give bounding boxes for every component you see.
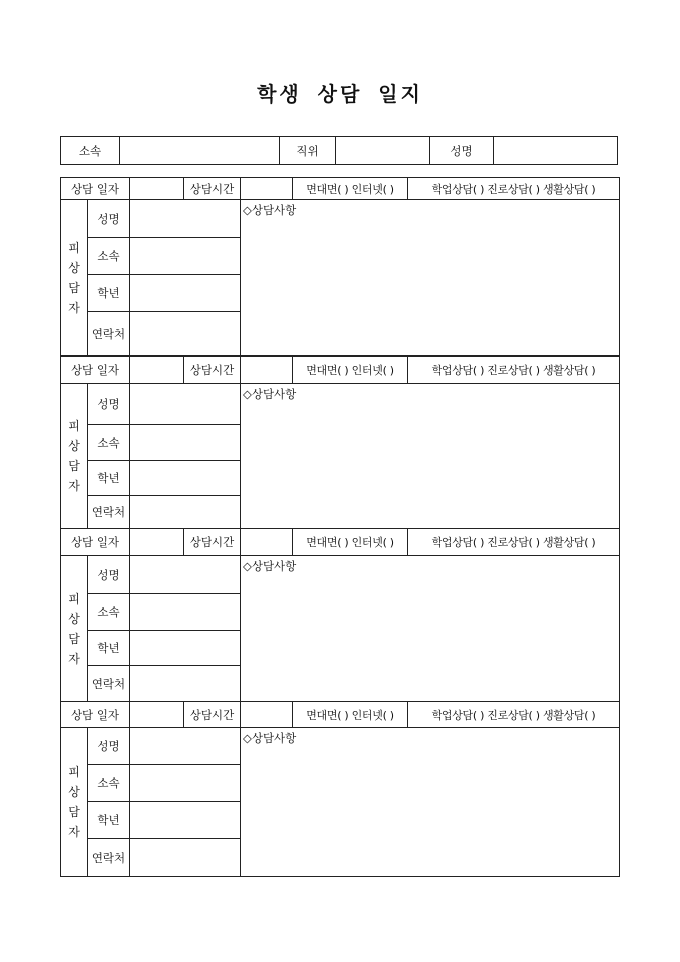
- counselee-char: 자: [68, 300, 80, 315]
- page-title: 학생 상담 일지: [257, 82, 423, 106]
- content-label: ◇상담사항: [243, 203, 297, 217]
- counselee-char: 담: [68, 459, 80, 473]
- name-field[interactable]: [494, 137, 618, 165]
- counselor-info-table: [60, 136, 618, 165]
- counselee-name-field[interactable]: [130, 556, 241, 594]
- counselee-grade-label: 학년: [88, 802, 130, 839]
- affiliation-label: 소속: [61, 137, 120, 165]
- counselee-char: 담: [68, 280, 80, 295]
- counselee-char: 피: [68, 591, 80, 606]
- counselee-contact-field[interactable]: [130, 496, 241, 529]
- date-field[interactable]: [130, 702, 184, 728]
- counselee-label: [61, 728, 88, 877]
- counselee-char: 상: [68, 611, 80, 626]
- content-area[interactable]: [241, 200, 620, 356]
- counselee-affiliation-label: 소속: [88, 765, 130, 802]
- time-field[interactable]: [241, 702, 293, 728]
- content-label: ◇상담사항: [243, 387, 297, 401]
- counselee-char: 상: [68, 785, 80, 799]
- time-label: 상담시간: [184, 357, 241, 384]
- method-options[interactable]: 면대면( ) 인터넷( ): [293, 702, 408, 728]
- counselee-grade-label: 학년: [88, 461, 130, 496]
- method-options[interactable]: 면대면( ) 인터넷( ): [293, 178, 408, 200]
- counselee-contact-field[interactable]: [130, 312, 241, 356]
- counselee-affiliation-field[interactable]: [130, 238, 241, 275]
- counselee-contact-field[interactable]: [130, 839, 241, 877]
- method-options[interactable]: 면대면( ) 인터넷( ): [293, 357, 408, 384]
- counselee-char: 자: [68, 479, 80, 493]
- counselee-char: 자: [68, 825, 80, 839]
- name-label: 성명: [430, 137, 494, 165]
- counselee-grade-field[interactable]: [130, 802, 241, 839]
- date-label: 상담 일자: [61, 529, 130, 556]
- counselee-name-field[interactable]: [130, 200, 241, 238]
- date-label: 상담 일자: [61, 178, 130, 200]
- type-options[interactable]: 학업상담( ) 진로상담( ) 생활상담( ): [408, 529, 620, 556]
- counselee-contact-label: 연락처: [88, 839, 130, 877]
- type-options[interactable]: 학업상담( ) 진로상담( ) 생활상담( ): [408, 357, 620, 384]
- date-field[interactable]: [130, 178, 184, 200]
- method-options[interactable]: 면대면( ) 인터넷( ): [293, 529, 408, 556]
- counselee-affiliation-field[interactable]: [130, 594, 241, 631]
- time-field[interactable]: [241, 357, 293, 384]
- counselee-affiliation-label: 소속: [88, 594, 130, 631]
- content-label: ◇상담사항: [243, 731, 297, 745]
- session-table-3: [60, 528, 620, 702]
- counselee-grade-label: 학년: [88, 631, 130, 666]
- counselee-char: 자: [68, 651, 80, 666]
- counselee-name-field[interactable]: [130, 384, 241, 425]
- content-area[interactable]: [241, 728, 620, 877]
- content-label: ◇상담사항: [243, 559, 297, 573]
- counselee-char: 피: [68, 240, 80, 255]
- content-area[interactable]: [241, 384, 620, 529]
- time-field[interactable]: [241, 529, 293, 556]
- counselee-name-field[interactable]: [130, 728, 241, 765]
- counselee-contact-label: 연락처: [88, 312, 130, 356]
- counselee-name-label: 성명: [88, 556, 130, 594]
- counselee-name-label: 성명: [88, 728, 130, 765]
- counselee-grade-field[interactable]: [130, 275, 241, 312]
- counselee-affiliation-label: 소속: [88, 238, 130, 275]
- counselee-grade-field[interactable]: [130, 461, 241, 496]
- time-label: 상담시간: [184, 178, 241, 200]
- type-options[interactable]: 학업상담( ) 진로상담( ) 생활상담( ): [408, 178, 620, 200]
- counselee-label: [61, 556, 88, 702]
- date-label: 상담 일자: [61, 702, 130, 728]
- session-table-2: [60, 356, 620, 529]
- counselee-affiliation-field[interactable]: [130, 425, 241, 461]
- counselee-grade-label: 학년: [88, 275, 130, 312]
- affiliation-field[interactable]: [120, 137, 280, 165]
- date-field[interactable]: [130, 529, 184, 556]
- counselee-char: 상: [68, 439, 80, 453]
- date-label: 상담 일자: [61, 357, 130, 384]
- session-table-1: [60, 177, 620, 356]
- counselee-contact-field[interactable]: [130, 666, 241, 702]
- counselee-grade-field[interactable]: [130, 631, 241, 666]
- content-area[interactable]: [241, 556, 620, 702]
- counselee-char: 담: [68, 805, 80, 819]
- counselee-name-label: 성명: [88, 200, 130, 238]
- counselee-label: [61, 384, 88, 529]
- counselee-contact-label: 연락처: [88, 496, 130, 529]
- position-field[interactable]: [336, 137, 430, 165]
- counselee-char: 담: [68, 631, 80, 646]
- counselee-char: 피: [68, 765, 80, 779]
- time-field[interactable]: [241, 178, 293, 200]
- time-label: 상담시간: [184, 702, 241, 728]
- counselee-name-label: 성명: [88, 384, 130, 425]
- counselee-label: [61, 200, 88, 356]
- counselee-affiliation-label: 소속: [88, 425, 130, 461]
- counselee-char: 피: [68, 419, 80, 433]
- counselee-char: 상: [68, 260, 80, 275]
- session-table-4: [60, 701, 620, 877]
- counselee-contact-label: 연락처: [88, 666, 130, 702]
- date-field[interactable]: [130, 357, 184, 384]
- counselee-affiliation-field[interactable]: [130, 765, 241, 802]
- position-label: 직위: [280, 137, 336, 165]
- time-label: 상담시간: [184, 529, 241, 556]
- type-options[interactable]: 학업상담( ) 진로상담( ) 생활상담( ): [408, 702, 620, 728]
